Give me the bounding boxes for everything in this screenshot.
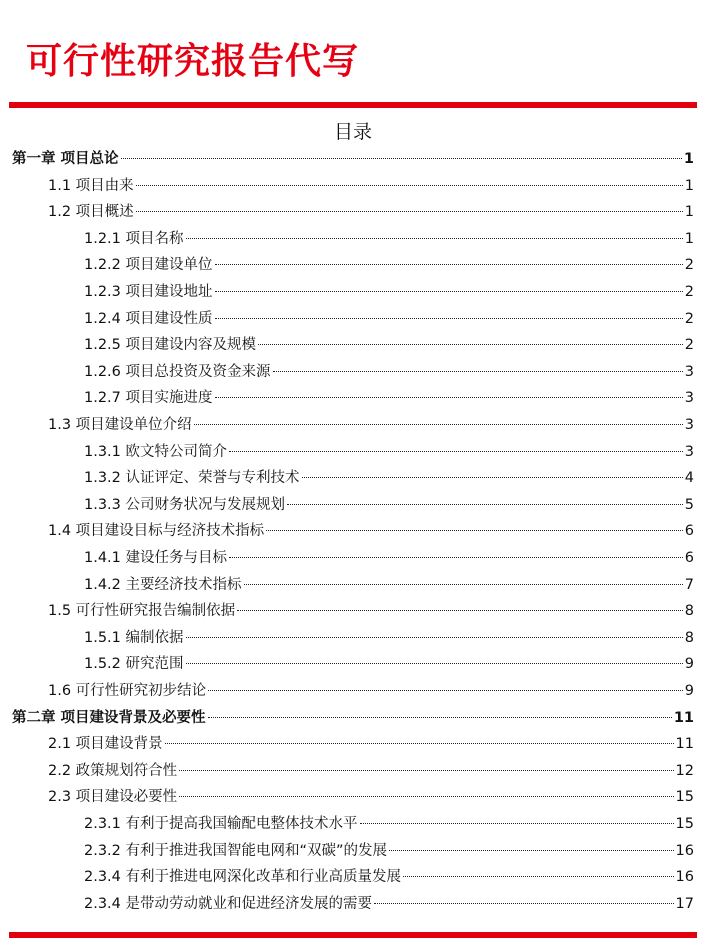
toc-page-number: 1 bbox=[684, 177, 694, 194]
toc-leader-dots bbox=[186, 663, 683, 664]
toc-page-number: 11 bbox=[673, 709, 694, 726]
toc-entry-label: 1.3.3 公司财务状况与发展规划 bbox=[84, 496, 286, 513]
toc-entry[interactable] bbox=[84, 359, 694, 385]
toc-entry[interactable] bbox=[48, 199, 694, 225]
toc-entry[interactable] bbox=[84, 306, 694, 332]
toc-entry[interactable] bbox=[84, 651, 694, 677]
toc-leader-dots bbox=[121, 158, 682, 159]
toc-entry[interactable] bbox=[84, 545, 694, 571]
toc-entry-label: 1.2.3 项目建设地址 bbox=[84, 284, 213, 300]
toc-leader-dots bbox=[186, 238, 683, 239]
toc-entry[interactable] bbox=[84, 332, 694, 358]
toc-entry-label: 1.6 可行性研究初步结论 bbox=[48, 683, 207, 699]
toc-entry-label: 第二章 项目建设背景及必要性 bbox=[12, 709, 206, 726]
toc-page-number: 2 bbox=[684, 257, 694, 274]
toc-leader-dots bbox=[360, 823, 674, 824]
brand-title: 可行性研究报告代写 bbox=[26, 41, 360, 82]
toc-leader-dots bbox=[179, 796, 673, 797]
toc-entry[interactable] bbox=[84, 811, 694, 837]
toc-leader-dots bbox=[215, 397, 683, 398]
toc-entry[interactable] bbox=[48, 678, 694, 704]
toc-leader-dots bbox=[194, 424, 683, 425]
toc-entry-label: 1.3 项目建设单位介绍 bbox=[48, 417, 192, 433]
toc-entry[interactable] bbox=[84, 864, 694, 890]
toc-entry[interactable] bbox=[84, 838, 694, 864]
toc-page-number: 9 bbox=[684, 656, 694, 673]
header-divider bbox=[9, 102, 697, 108]
toc-entry[interactable] bbox=[48, 598, 694, 624]
toc-entry[interactable] bbox=[84, 891, 694, 917]
toc-entry-label: 1.3.2 认证评定、荣誉与专利技术 bbox=[84, 470, 300, 487]
toc-entry-label: 1.2.2 项目建设单位 bbox=[84, 257, 213, 274]
toc-leader-dots bbox=[374, 903, 674, 904]
toc-entry-label: 1.2.5 项目建设内容及规模 bbox=[84, 337, 257, 354]
toc-page-number: 2 bbox=[684, 310, 694, 327]
toc-entry[interactable] bbox=[84, 465, 694, 491]
toc-page-number: 1 bbox=[683, 151, 694, 167]
toc-page-number: 1 bbox=[684, 204, 694, 221]
toc-entry[interactable] bbox=[84, 385, 694, 411]
toc-page-number: 8 bbox=[684, 629, 694, 646]
toc-page-number: 3 bbox=[684, 417, 694, 433]
toc-entry[interactable] bbox=[12, 705, 694, 731]
toc-entry-label: 1.5.1 编制依据 bbox=[84, 629, 184, 646]
toc-leader-dots bbox=[389, 850, 674, 851]
toc-entry[interactable] bbox=[48, 758, 694, 784]
toc-entry[interactable] bbox=[84, 252, 694, 278]
toc-entry-label: 1.2.4 项目建设性质 bbox=[84, 310, 213, 327]
toc-page-number: 16 bbox=[675, 842, 694, 859]
toc-entry-label: 2.3.4 有利于推进电网深化改革和行业高质量发展 bbox=[84, 869, 402, 886]
toc-leader-dots bbox=[287, 504, 683, 505]
toc-leader-dots bbox=[136, 211, 683, 212]
toc-page-number: 1 bbox=[684, 230, 694, 247]
footer-divider bbox=[9, 932, 697, 938]
toc-leader-dots bbox=[302, 477, 683, 478]
toc-entry-label: 2.3.2 有利于推进我国智能电网和“双碳”的发展 bbox=[84, 842, 388, 859]
toc-page-number: 6 bbox=[684, 550, 694, 566]
toc-leader-dots bbox=[165, 743, 674, 744]
toc-page-number: 16 bbox=[675, 869, 694, 886]
toc-entry-label: 2.3 项目建设必要性 bbox=[48, 789, 178, 806]
toc-page-number: 5 bbox=[684, 496, 694, 513]
toc-entry-label: 1.4 项目建设目标与经济技术指标 bbox=[48, 523, 265, 540]
toc-entry[interactable] bbox=[48, 518, 694, 544]
toc-page-number: 6 bbox=[684, 523, 694, 540]
toc-entry[interactable] bbox=[48, 173, 694, 199]
toc-entry-label: 2.3.1 有利于提高我国输配电整体技术水平 bbox=[84, 816, 358, 832]
toc-page-number: 12 bbox=[675, 762, 694, 779]
toc-leader-dots bbox=[186, 637, 683, 638]
toc-entry[interactable] bbox=[12, 146, 694, 172]
toc-page-number: 17 bbox=[675, 895, 694, 912]
toc-leader-dots bbox=[273, 371, 683, 372]
toc-page-number: 3 bbox=[684, 363, 694, 380]
toc-entry-label: 1.3.1 欧文特公司简介 bbox=[84, 443, 228, 460]
toc-entry[interactable] bbox=[48, 412, 694, 438]
toc-page-number: 9 bbox=[684, 683, 694, 699]
toc-entry-label: 1.2.1 项目名称 bbox=[84, 230, 184, 247]
toc-entry-label: 1.1 项目由来 bbox=[48, 177, 134, 194]
toc-entry[interactable] bbox=[84, 279, 694, 305]
toc-entry-label: 2.1 项目建设背景 bbox=[48, 736, 163, 753]
toc-entry[interactable] bbox=[84, 226, 694, 252]
toc-entry-label: 1.2.7 项目实施进度 bbox=[84, 390, 213, 407]
toc-entry-label: 1.5.2 研究范围 bbox=[84, 656, 184, 673]
toc-title: 目录 bbox=[333, 121, 372, 143]
toc-entry[interactable] bbox=[84, 572, 694, 598]
toc-entry-label: 1.4.1 建设任务与目标 bbox=[84, 550, 228, 566]
toc-leader-dots bbox=[229, 557, 683, 558]
toc-leader-dots bbox=[208, 690, 683, 691]
toc-entry-label: 第一章 项目总论 bbox=[12, 151, 119, 167]
toc-page-number: 3 bbox=[684, 443, 694, 460]
toc-entry[interactable] bbox=[84, 625, 694, 651]
toc-leader-dots bbox=[215, 318, 683, 319]
toc-leader-dots bbox=[179, 770, 673, 771]
toc-leader-dots bbox=[237, 610, 683, 611]
toc-page-number: 15 bbox=[675, 789, 694, 806]
toc-entry-label: 1.2.6 项目总投资及资金来源 bbox=[84, 363, 271, 380]
toc-leader-dots bbox=[215, 264, 683, 265]
toc-leader-dots bbox=[229, 451, 683, 452]
toc-page-number: 2 bbox=[684, 337, 694, 354]
toc-entry[interactable] bbox=[48, 784, 694, 810]
toc-leader-dots bbox=[258, 344, 683, 345]
toc-entry[interactable] bbox=[84, 492, 694, 518]
toc-page-number: 3 bbox=[684, 390, 694, 407]
toc-page-number: 8 bbox=[684, 603, 694, 620]
toc-page-number: 15 bbox=[675, 816, 694, 832]
toc-page-number: 7 bbox=[684, 576, 694, 593]
toc-entry-label: 1.5 可行性研究报告编制依据 bbox=[48, 603, 236, 620]
toc-entry[interactable] bbox=[48, 731, 694, 757]
toc-leader-dots bbox=[244, 584, 683, 585]
toc-leader-dots bbox=[266, 530, 683, 531]
toc-page-number: 4 bbox=[684, 470, 694, 487]
toc-page-number: 11 bbox=[675, 736, 694, 753]
toc-leader-dots bbox=[215, 291, 683, 292]
toc-page-number: 2 bbox=[684, 284, 694, 300]
toc-entry-label: 2.3.4 是带动劳动就业和促进经济发展的需要 bbox=[84, 895, 373, 912]
toc-entry-label: 1.2 项目概述 bbox=[48, 204, 134, 221]
toc-entry-label: 2.2 政策规划符合性 bbox=[48, 762, 178, 779]
toc-leader-dots bbox=[208, 717, 672, 718]
toc-entry-label: 1.4.2 主要经济技术指标 bbox=[84, 576, 242, 593]
toc-leader-dots bbox=[136, 185, 683, 186]
toc-leader-dots bbox=[403, 876, 674, 877]
toc-entry[interactable] bbox=[84, 439, 694, 465]
